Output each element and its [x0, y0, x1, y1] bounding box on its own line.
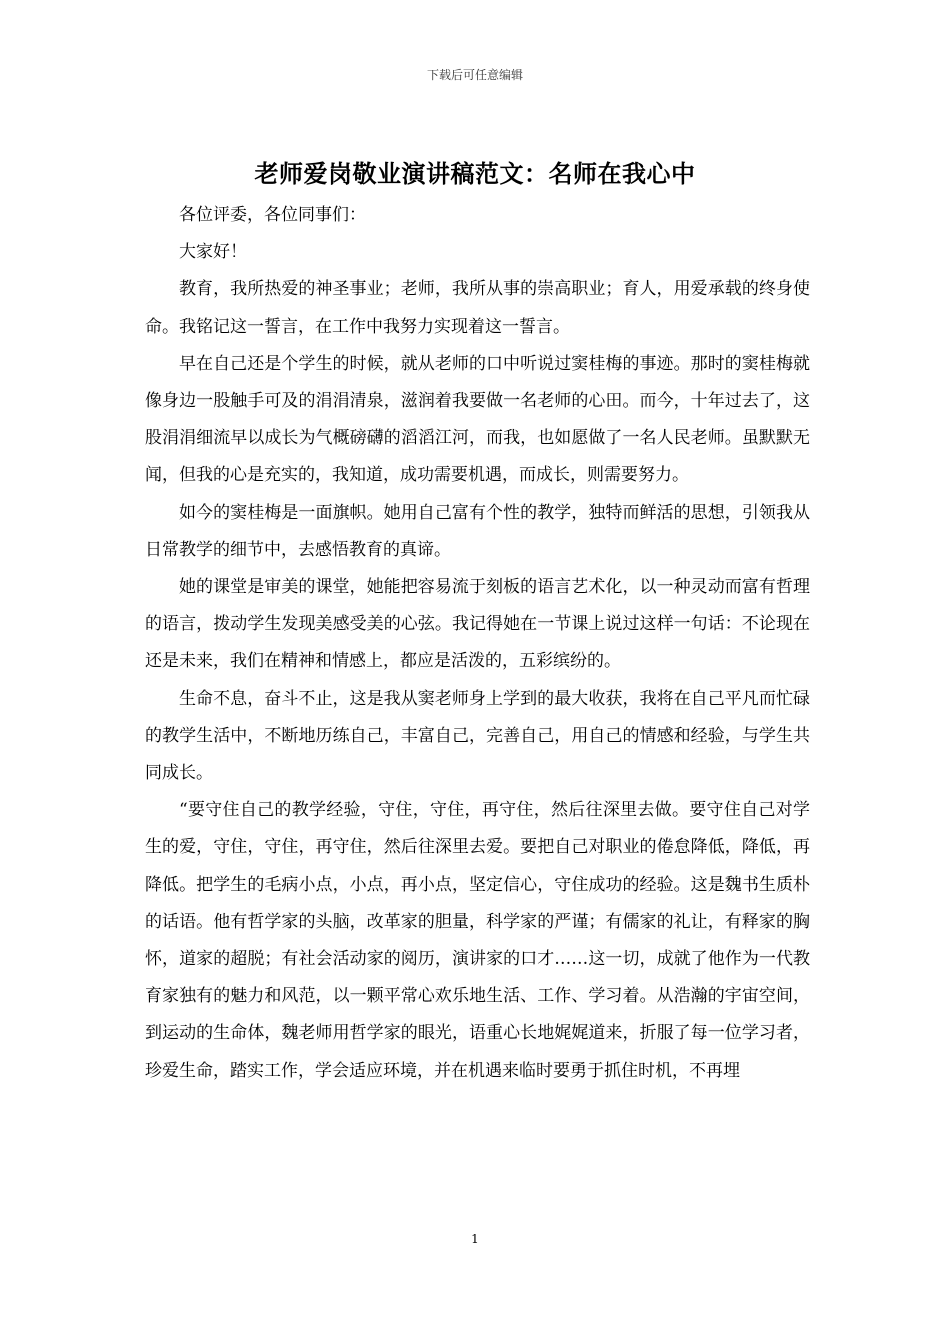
paragraph-education: 教育，我所热爱的神圣事业；老师，我所从事的崇高职业；育人，用爱承载的终身使命。我铭记这一誓言，在工作中我努力实现着这一誓言。	[145, 279, 810, 337]
page-number: 1	[471, 1232, 479, 1246]
paragraph-wei-shusheng: “要守住自己的教学经验，守住，守住，再守住，然后往深里去做。要守住自己对学生的爱，守住，守住，再守住，然后往深里去爱。要把自己对职业的倦怠降低，降低，再降低。把学生的毛病小点，小点，再小点，坚定信心，守住成功的经验。这是魏书生质朴的话语。他有哲学家的头脑，改革家的胆量，科学家的严谨；有儒家的礼让，有释家的胸怀，道家的超脱；有社会活动家的阅历，演讲家的口才……这一切，成就了他作为一代教育家独有的魅力和风范，以一颗平常心欢乐地生活、工作、学习着。从浩瀚的宇宙空间，到运动的生命体，魏老师用哲学家的眼光，语重心长地娓娓道来，折服了每一位学习者，珍爱生命，踏实工作，学会适应环境，并在机遇来临时要勇于抓住时机，不再埋	[145, 800, 810, 1081]
paragraph-dou-guimei-early: 早在自己还是个学生的时候，就从老师的口中听说过窦桂梅的事迹。那时的窦桂梅就像身边一股触手可及的涓涓清泉，滋润着我要做一名老师的心田。而今，十年过去了，这股涓涓细流早以成长为气概磅礴的滔滔江河，而我，也如愿做了一名人民老师。虽默默无闻，但我的心是充实的，我知道，成功需要机遇，而成长，则需要努力。	[145, 353, 810, 486]
paragraph-hello: 大家好！	[179, 242, 247, 263]
paragraph-greeting: 各位评委，各位同事们：	[179, 205, 366, 225]
document-title: 老师爱岗敬业演讲稿范文：名师在我心中	[254, 159, 696, 188]
paragraph-classroom: 她的课堂是审美的课堂，她能把容易流于刻板的语言艺术化，以一种灵动而富有哲理的语言，拨动学生发现美感受美的心弦。我记得她在一节课上说过这样一句话：不论现在还是未来，我们在精神和情感上，都应是活泼的，五彩缤纷的。	[145, 577, 810, 672]
paragraph-dou-guimei-flag: 如今的窦桂梅是一面旗帜。她用自己富有个性的教学，独特而鲜活的思想，引领我从日常教学的细节中，去感悟教育的真谛。	[145, 502, 810, 560]
paragraph-life: 生命不息，奋斗不止，这是我从窦老师身上学到的最大收获，我将在自己平凡而忙碌的教学生活中，不断地历练自己，丰富自己，完善自己，用自己的情感和经验，与学生共同成长。	[145, 688, 810, 784]
page-header: 下载后可任意编辑	[426, 68, 523, 82]
document-body	[145, 197, 810, 1090]
